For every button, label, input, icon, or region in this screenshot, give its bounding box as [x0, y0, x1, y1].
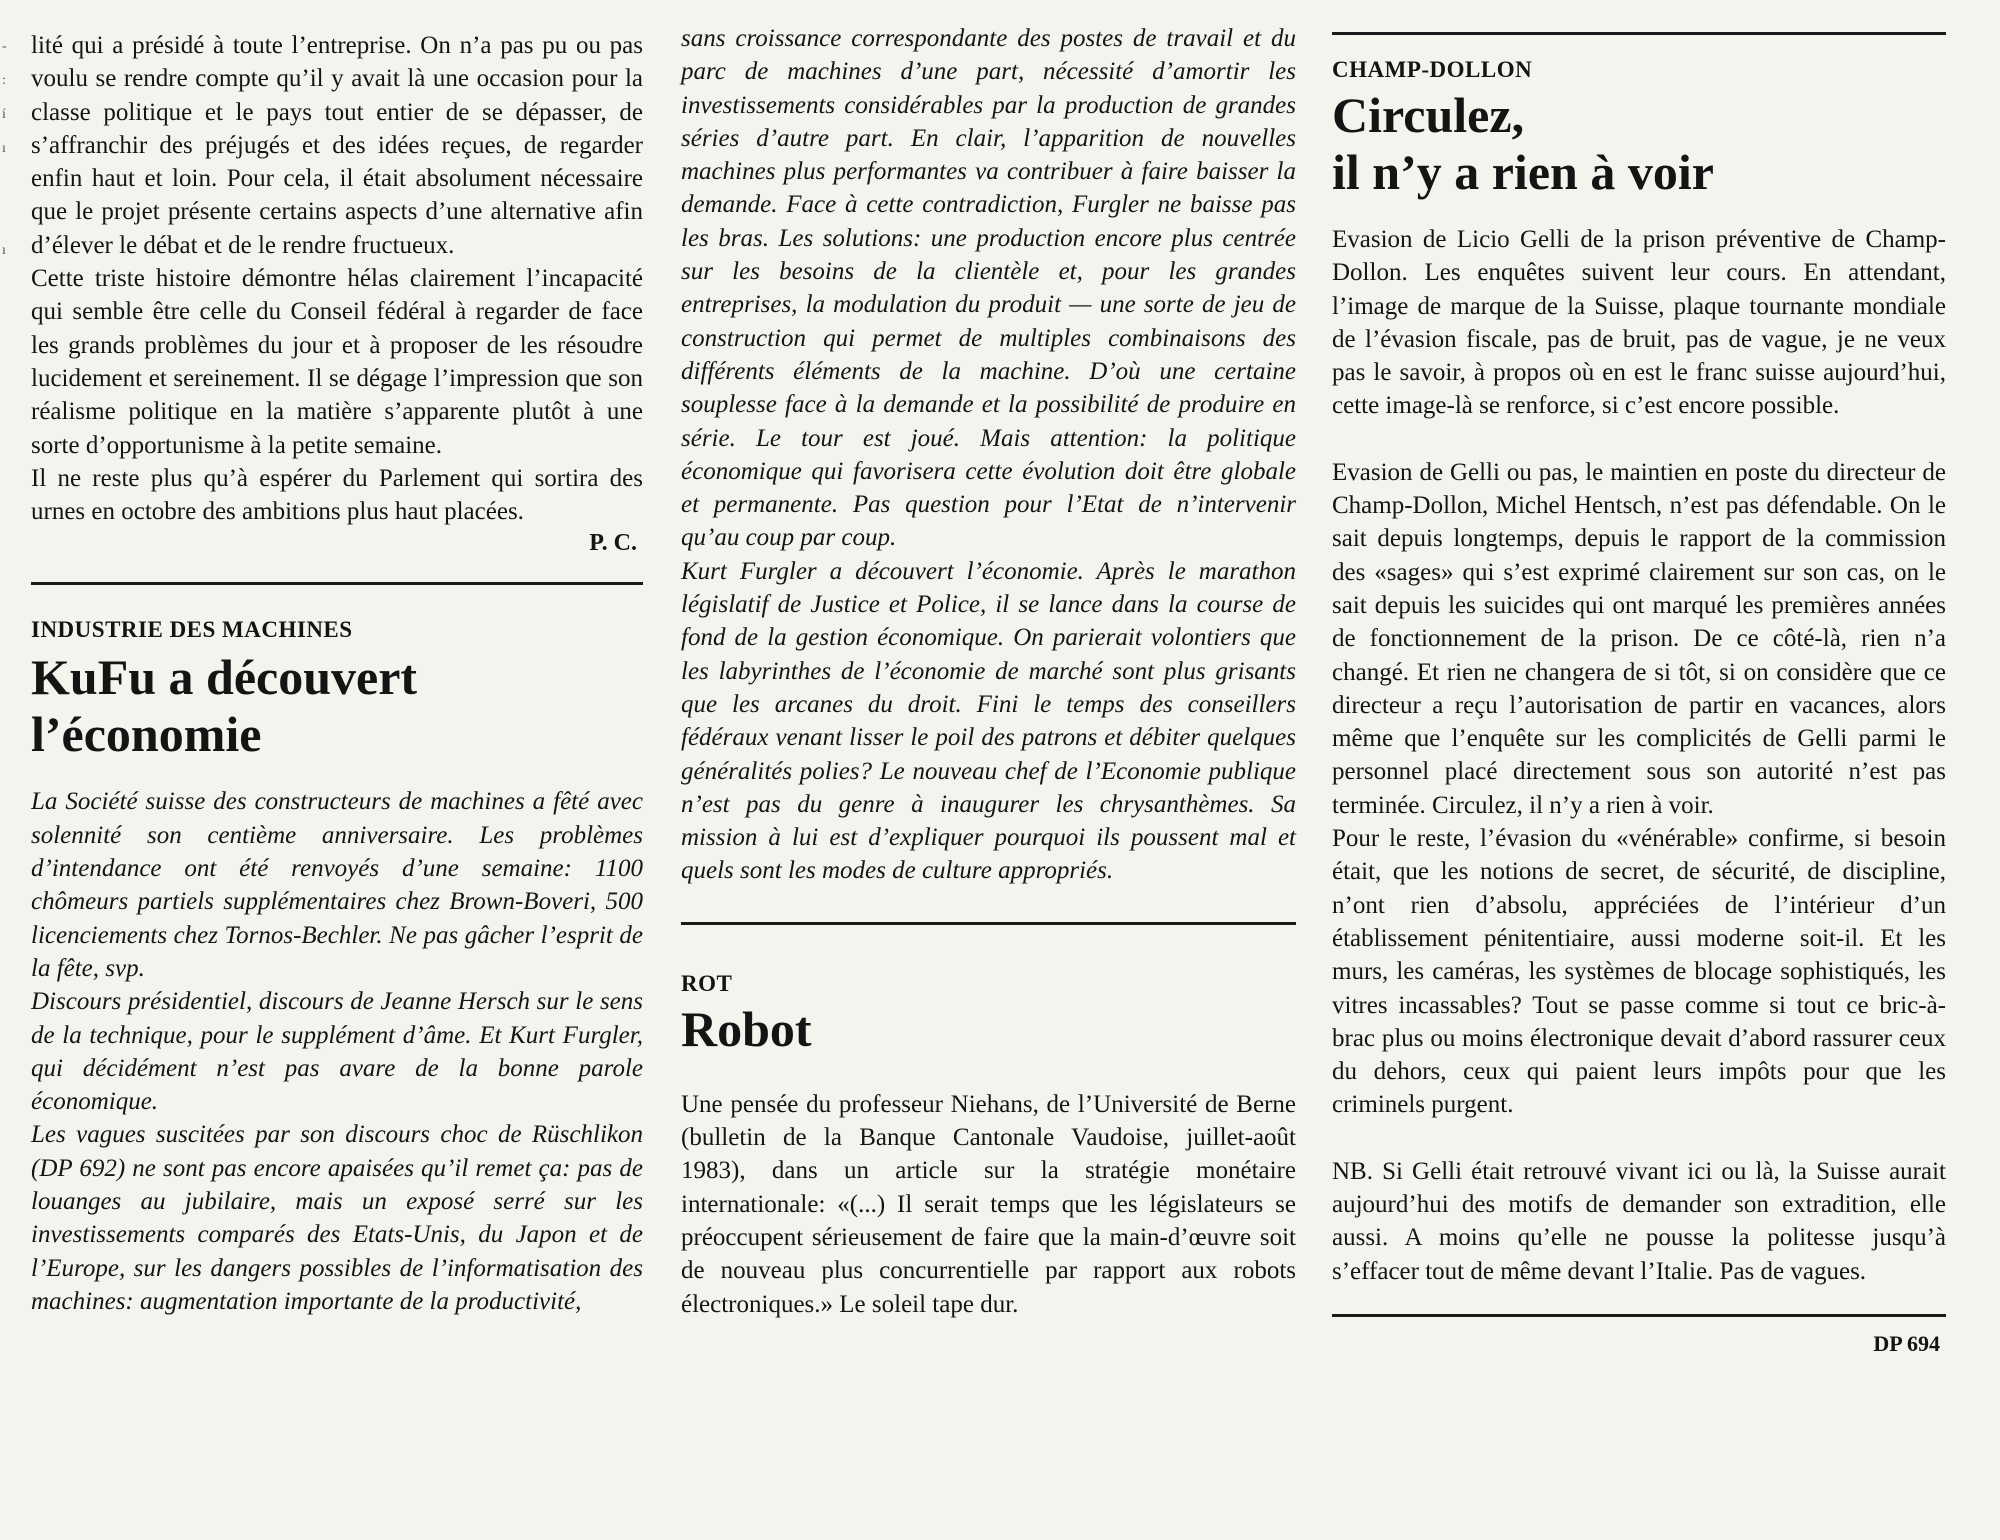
- article-paragraph: Discours présidentiel, discours de Jeanne Hersch sur le sens de la technique, pour le supplément d’âme. Et Kurt Furgler, qui décidément n’est pas avare de la bonne parole économique.: [31, 988, 643, 1116]
- headline-line-1: KuFu a découvert: [31, 649, 418, 706]
- article-paragraph: Les vagues suscitées par son discours choc de Rüschlikon (DP 692) ne sont pas encore apaisées qu’il remet ça: pas de louanges au jubilaire, mais un exposé serré sur les investissements comparés des Etats-Unis, du Japon et de l’Europe, sur les dangers possibles de l’informatisation des machines: augmentation importante de la productivité,: [31, 1121, 643, 1315]
- prev-article-paragraph: lité qui a présidé à toute l’entreprise. On n’a pas pu ou pas voulu se rendre compte qu’il y avait là une occasion pour la classe politique et le pays tout entier de se dépasser, de s’affranchir des préjugés et des idées reçues, de regarder enfin haut et loin. Pour cela, il était absolument nécessaire que le projet présente certains aspects d’une alternative afin d’élever le débat et de le rendre fructueux.: [31, 32, 643, 259]
- article-headline: [31, 649, 643, 763]
- article-paragraph: Evasion de Gelli ou pas, le maintien en poste du directeur de Champ-Dollon, Michel Hentsch, n’est pas défendable. On le sait depuis longtemps, depuis le rapport de la commission des «sages» qui s’est exprimé clairement sur son cas, on le sait depuis les suicides qui ont marqué les premières années de fonctionnement de la prison. De ce côté-là, rien n’a changé. Et rien ne changera de si tôt, si on considère que ce directeur a reçu l’autorisation de partir en vacances, alors même que l’enquête sur les complicités de Gelli parmi le personnel placé directement sous son autorité n’est pas terminée. Circulez, il n’y a rien à voir.: [1332, 458, 1946, 819]
- article-headline: Robot: [681, 1000, 812, 1057]
- article-headline: [1332, 87, 1946, 201]
- headline-line-1: Circulez,: [1332, 87, 1525, 143]
- column-left: [31, 0, 643, 1318]
- article-paragraph: Kurt Furgler a découvert l’économie. Après le marathon législatif de Justice et Police, il se lance dans la course de fond de la gestion économique. On parierait volontiers que les labyrinthes de l’économie de marché sont plus grisants que les arcanes du droit. Fini le temps des conseillers fédéraux venant lisser le poil des patrons et débiter quelques généralités polies? Le nouveau chef de l’Economie publique n’est pas du genre à inaugurer les chrysanthèmes. Sa mission à lui est d’expliquer pourquoi ils poussent mal et quels sont les modes de culture appropriés.: [681, 557, 1296, 885]
- section-kicker: INDUSTRIE DES MACHINES: [31, 617, 353, 643]
- section-kicker: ROT: [681, 970, 733, 996]
- margin-marks: - : í ı ı: [2, 39, 7, 258]
- headline-line-2: l’économie: [31, 706, 262, 763]
- prev-article-paragraph: Cette triste histoire démontre hélas clairement l’incapacité qui semble être celle du Conseil fédéral à regarder de face les grands problèmes du jour et à proposer de les résoudre lucidement et sereinement. Il se dégage l’impression que son réalisme politique en la matière s’apparente plutôt à une sorte d’opportunisme à la petite semaine.: [31, 265, 643, 459]
- headline-line-2: il n’y a rien à voir: [1332, 144, 1714, 200]
- author-signature: P. C.: [589, 530, 637, 557]
- article-paragraph: Une pensée du professeur Niehans, de l’Université de Berne (bulletin de la Banque Cantonale Vaudoise, juillet-août 1983), dans un article sur la stratégie monétaire internationale: «(...) Il serait temps que les législateurs se préoccupent sérieusement de faire que la main-d’œuvre soit de nouveau plus concurrentielle par rapport aux robots électroniques.» Le soleil tape dur.: [681, 1090, 1296, 1318]
- article-paragraph: Pour le reste, l’évasion du «vénérable» confirme, si besoin était, que les notions de secret, de sécurité, de discipline, n’ont rien d’absolu, appréciées de l’intérieur d’un établissement pénitentiaire, aussi moderne soit-il. Et les murs, les caméras, les systèmes de blocage sophistiqués, les vitres incassables? Tout se passe comme si tout ce bric-à-brac plus ou moins électronique devait d’abord rassurer ceux du dehors, ceux qui paient leurs impôts pour que les criminels purgent.: [1332, 825, 1946, 1119]
- section-kicker: CHAMP-DOLLON: [1332, 57, 1533, 82]
- article-paragraph: La Société suisse des constructeurs de machines a fêté avec solennité son centième anniversaire. Les problèmes d’intendance ont été renvoyés d’une semaine: 1100 chômeurs partiels supplémentaires chez Brown-Boveri, 500 licenciements chez Tornos-Bechler. Ne pas gâcher l’esprit de la fête, svp.: [31, 788, 643, 982]
- page-folio: DP 694: [1873, 1330, 1940, 1356]
- prev-article-paragraph: Il ne reste plus qu’à espérer du Parlement qui sortira des urnes en octobre des ambitions plus haut placées.: [31, 464, 643, 526]
- article-paragraph: sans croissance correspondante des postes de travail et du parc de machines d’une part, nécessité d’amortir les investissements considérables par la production de grandes séries d’autre part. En clair, l’apparition de nouvelles machines plus performantes va contribuer à faire baisser la demande. Face à cette contradiction, Furgler ne baisse pas les bras. Les solutions: une production encore plus centrée sur les besoins de la clientèle et, pour les grandes entreprises, la modulation du produit — une sorte de jeu de construction qui permet de multiples combinaisons des différents éléments de la machine. D’où une certaine souplesse face à la demande et la possibilité de produire en série. Le tour est joué. Mais attention: la politique économique qui favorisera cette évolution doit être globale et permanente. Pas question pour l’Etat de n’intervenir qu’au coup par coup.: [681, 25, 1296, 552]
- article-paragraph: Evasion de Licio Gelli de la prison préventive de Champ-Dollon. Les enquêtes suivent leur cours. En attendant, l’image de marque de la Suisse, plaque tournante mondiale de l’évasion fiscale, pas de bruit, pas de vague, je ne veux pas le savoir, à propos où en est le franc suisse aujourd’hui, cette image-là se renforce, si c’est encore possible.: [1332, 226, 1946, 420]
- column-right: [1332, 0, 1946, 1357]
- article-paragraph: NB. Si Gelli était retrouvé vivant ici ou là, la Suisse aurait aujourd’hui des motifs de demander son extradition, elle aussi. A moins qu’elle ne pousse la politesse jusqu’à s’effacer tout de même devant l’Italie. Pas de vagues.: [1332, 1157, 1946, 1285]
- column-middle: [681, 0, 1296, 1321]
